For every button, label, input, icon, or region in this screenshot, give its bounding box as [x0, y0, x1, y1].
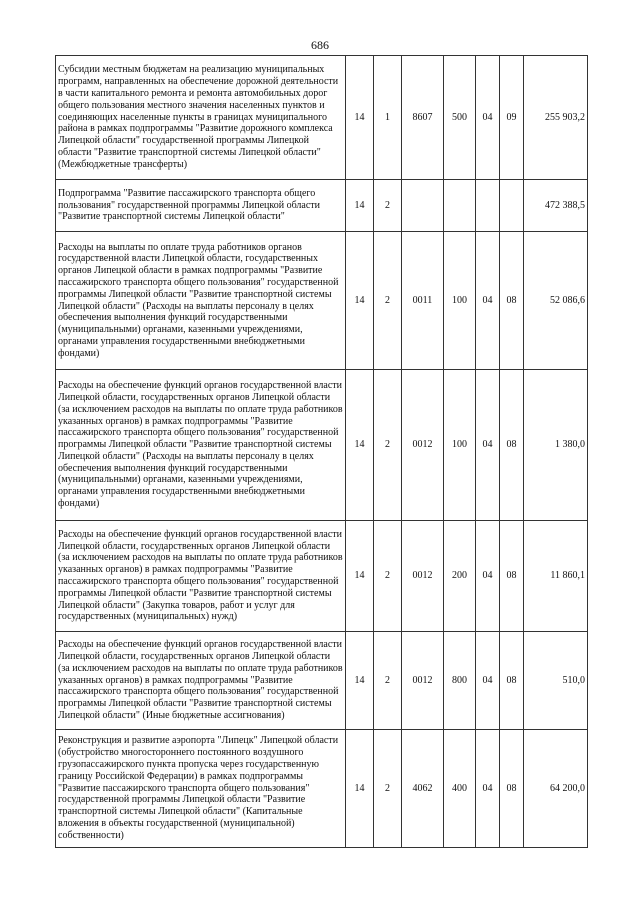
program-code: 14	[346, 56, 374, 180]
target-code: 8607	[402, 56, 444, 180]
expense-type-code: 400	[444, 730, 476, 848]
amount: 1 380,0	[524, 370, 588, 521]
page-number: 686	[311, 38, 329, 52]
subprogram-code: 1	[374, 56, 402, 180]
amount: 52 086,6	[524, 232, 588, 370]
expense-type-code: 100	[444, 370, 476, 521]
budget-table	[55, 55, 588, 848]
program-code: 14	[346, 370, 374, 521]
section-code: 04	[476, 730, 500, 848]
table-row	[56, 56, 588, 180]
expense-type-code: 800	[444, 632, 476, 730]
program-code: 14	[346, 632, 374, 730]
subsection-code: 08	[500, 521, 524, 632]
subprogram-code: 2	[374, 632, 402, 730]
section-code: 04	[476, 521, 500, 632]
target-code: 0012	[402, 370, 444, 521]
subprogram-code: 2	[374, 521, 402, 632]
amount: 11 860,1	[524, 521, 588, 632]
table-row	[56, 180, 588, 232]
subprogram-code: 2	[374, 370, 402, 521]
table-row	[56, 730, 588, 848]
subsection-code: 08	[500, 632, 524, 730]
expense-type-code	[444, 180, 476, 232]
amount: 255 903,2	[524, 56, 588, 180]
target-code: 0012	[402, 521, 444, 632]
target-code: 0011	[402, 232, 444, 370]
table-row	[56, 370, 588, 521]
subprogram-code: 2	[374, 730, 402, 848]
row-description: Расходы на выплаты по оплате труда работников органов государственной власти Липецкой области, государственных органов Липецкой области в рамках подпрограммы "Развитие пассажирского транспорта общего пользования" государственной программы Липецкой области "Развитие транспортной системы Липецкой области" (Расходы на выплаты персоналу в целях обеспечения выполнения функций государственными (муниципальными) органами, казенными учреждениями, органами управления государственными внебюджетными фондами)	[56, 232, 346, 370]
program-code: 14	[346, 232, 374, 370]
program-code: 14	[346, 521, 374, 632]
subsection-code	[500, 180, 524, 232]
expense-type-code: 100	[444, 232, 476, 370]
section-code: 04	[476, 370, 500, 521]
subsection-code: 08	[500, 232, 524, 370]
row-description: Расходы на обеспечение функций органов государственной власти Липецкой области, государственных органов Липецкой области (за исключением расходов на выплаты по оплате труда работников указанных органов) в рамках подпрограммы "Развитие пассажирского транспорта общего пользования" государственной программы Липецкой области "Развитие транспортной системы Липецкой области" (Закупка товаров, работ и услуг для государственных (муниципальных) нужд)	[56, 521, 346, 632]
target-code	[402, 180, 444, 232]
subsection-code: 08	[500, 370, 524, 521]
table-row	[56, 232, 588, 370]
program-code: 14	[346, 180, 374, 232]
section-code: 04	[476, 232, 500, 370]
amount: 472 388,5	[524, 180, 588, 232]
row-description: Расходы на обеспечение функций органов государственной власти Липецкой области, государственных органов Липецкой области (за исключением расходов на выплаты по оплате труда работников указанных органов) в рамках подпрограммы "Развитие пассажирского транспорта общего пользования" государственной программы Липецкой области "Развитие транспортной системы Липецкой области" (Иные бюджетные ассигнования)	[56, 632, 346, 730]
section-code: 04	[476, 632, 500, 730]
section-code: 04	[476, 56, 500, 180]
section-code	[476, 180, 500, 232]
table-row	[56, 521, 588, 632]
subsection-code: 09	[500, 56, 524, 180]
subprogram-code: 2	[374, 232, 402, 370]
amount: 510,0	[524, 632, 588, 730]
table-row	[56, 632, 588, 730]
subsection-code: 08	[500, 730, 524, 848]
amount: 64 200,0	[524, 730, 588, 848]
row-description: Расходы на обеспечение функций органов государственной власти Липецкой области, государственных органов Липецкой области (за исключением расходов на выплаты по оплате труда работников указанных органов) в рамках подпрограммы "Развитие пассажирского транспорта общего пользования" государственной программы Липецкой области "Развитие транспортной системы Липецкой области" (Расходы на выплаты персоналу в целях обеспечения выполнения функций государственными (муниципальными) органами, казенными учреждениями, органами управления государственными внебюджетными фондами)	[56, 370, 346, 521]
row-description: Субсидии местным бюджетам на реализацию муниципальных программ, направленных на обеспечение дорожной деятельности в части капитального ремонта и ремонта автомобильных дорог общего пользования местного значения населенных пунктов и соединяющих населенные пункты в границах муниципального района в рамках подпрограммы "Развитие дорожного комплекса Липецкой области" государственной программы Липецкой области "Развитие транспортной системы Липецкой области" (Межбюджетные трансферты)	[56, 56, 346, 180]
target-code: 0012	[402, 632, 444, 730]
row-description: Подпрограмма "Развитие пассажирского транспорта общего пользования" государственной программы Липецкой области "Развитие транспортной системы Липецкой области"	[56, 180, 346, 232]
subprogram-code: 2	[374, 180, 402, 232]
expense-type-code: 500	[444, 56, 476, 180]
row-description: Реконструкция и развитие аэропорта "Липецк" Липецкой области (обустройство многостороннего постоянного воздушного грузопассажирского пункта пропуска через государственную границу Российской Федерации) в рамках подпрограммы "Развитие пассажирского транспорта общего пользования" государственной программы Липецкой области "Развитие транспортной системы Липецкой области" (Капитальные вложения в объекты государственной (муниципальной) собственности)	[56, 730, 346, 848]
target-code: 4062	[402, 730, 444, 848]
expense-type-code: 200	[444, 521, 476, 632]
program-code: 14	[346, 730, 374, 848]
